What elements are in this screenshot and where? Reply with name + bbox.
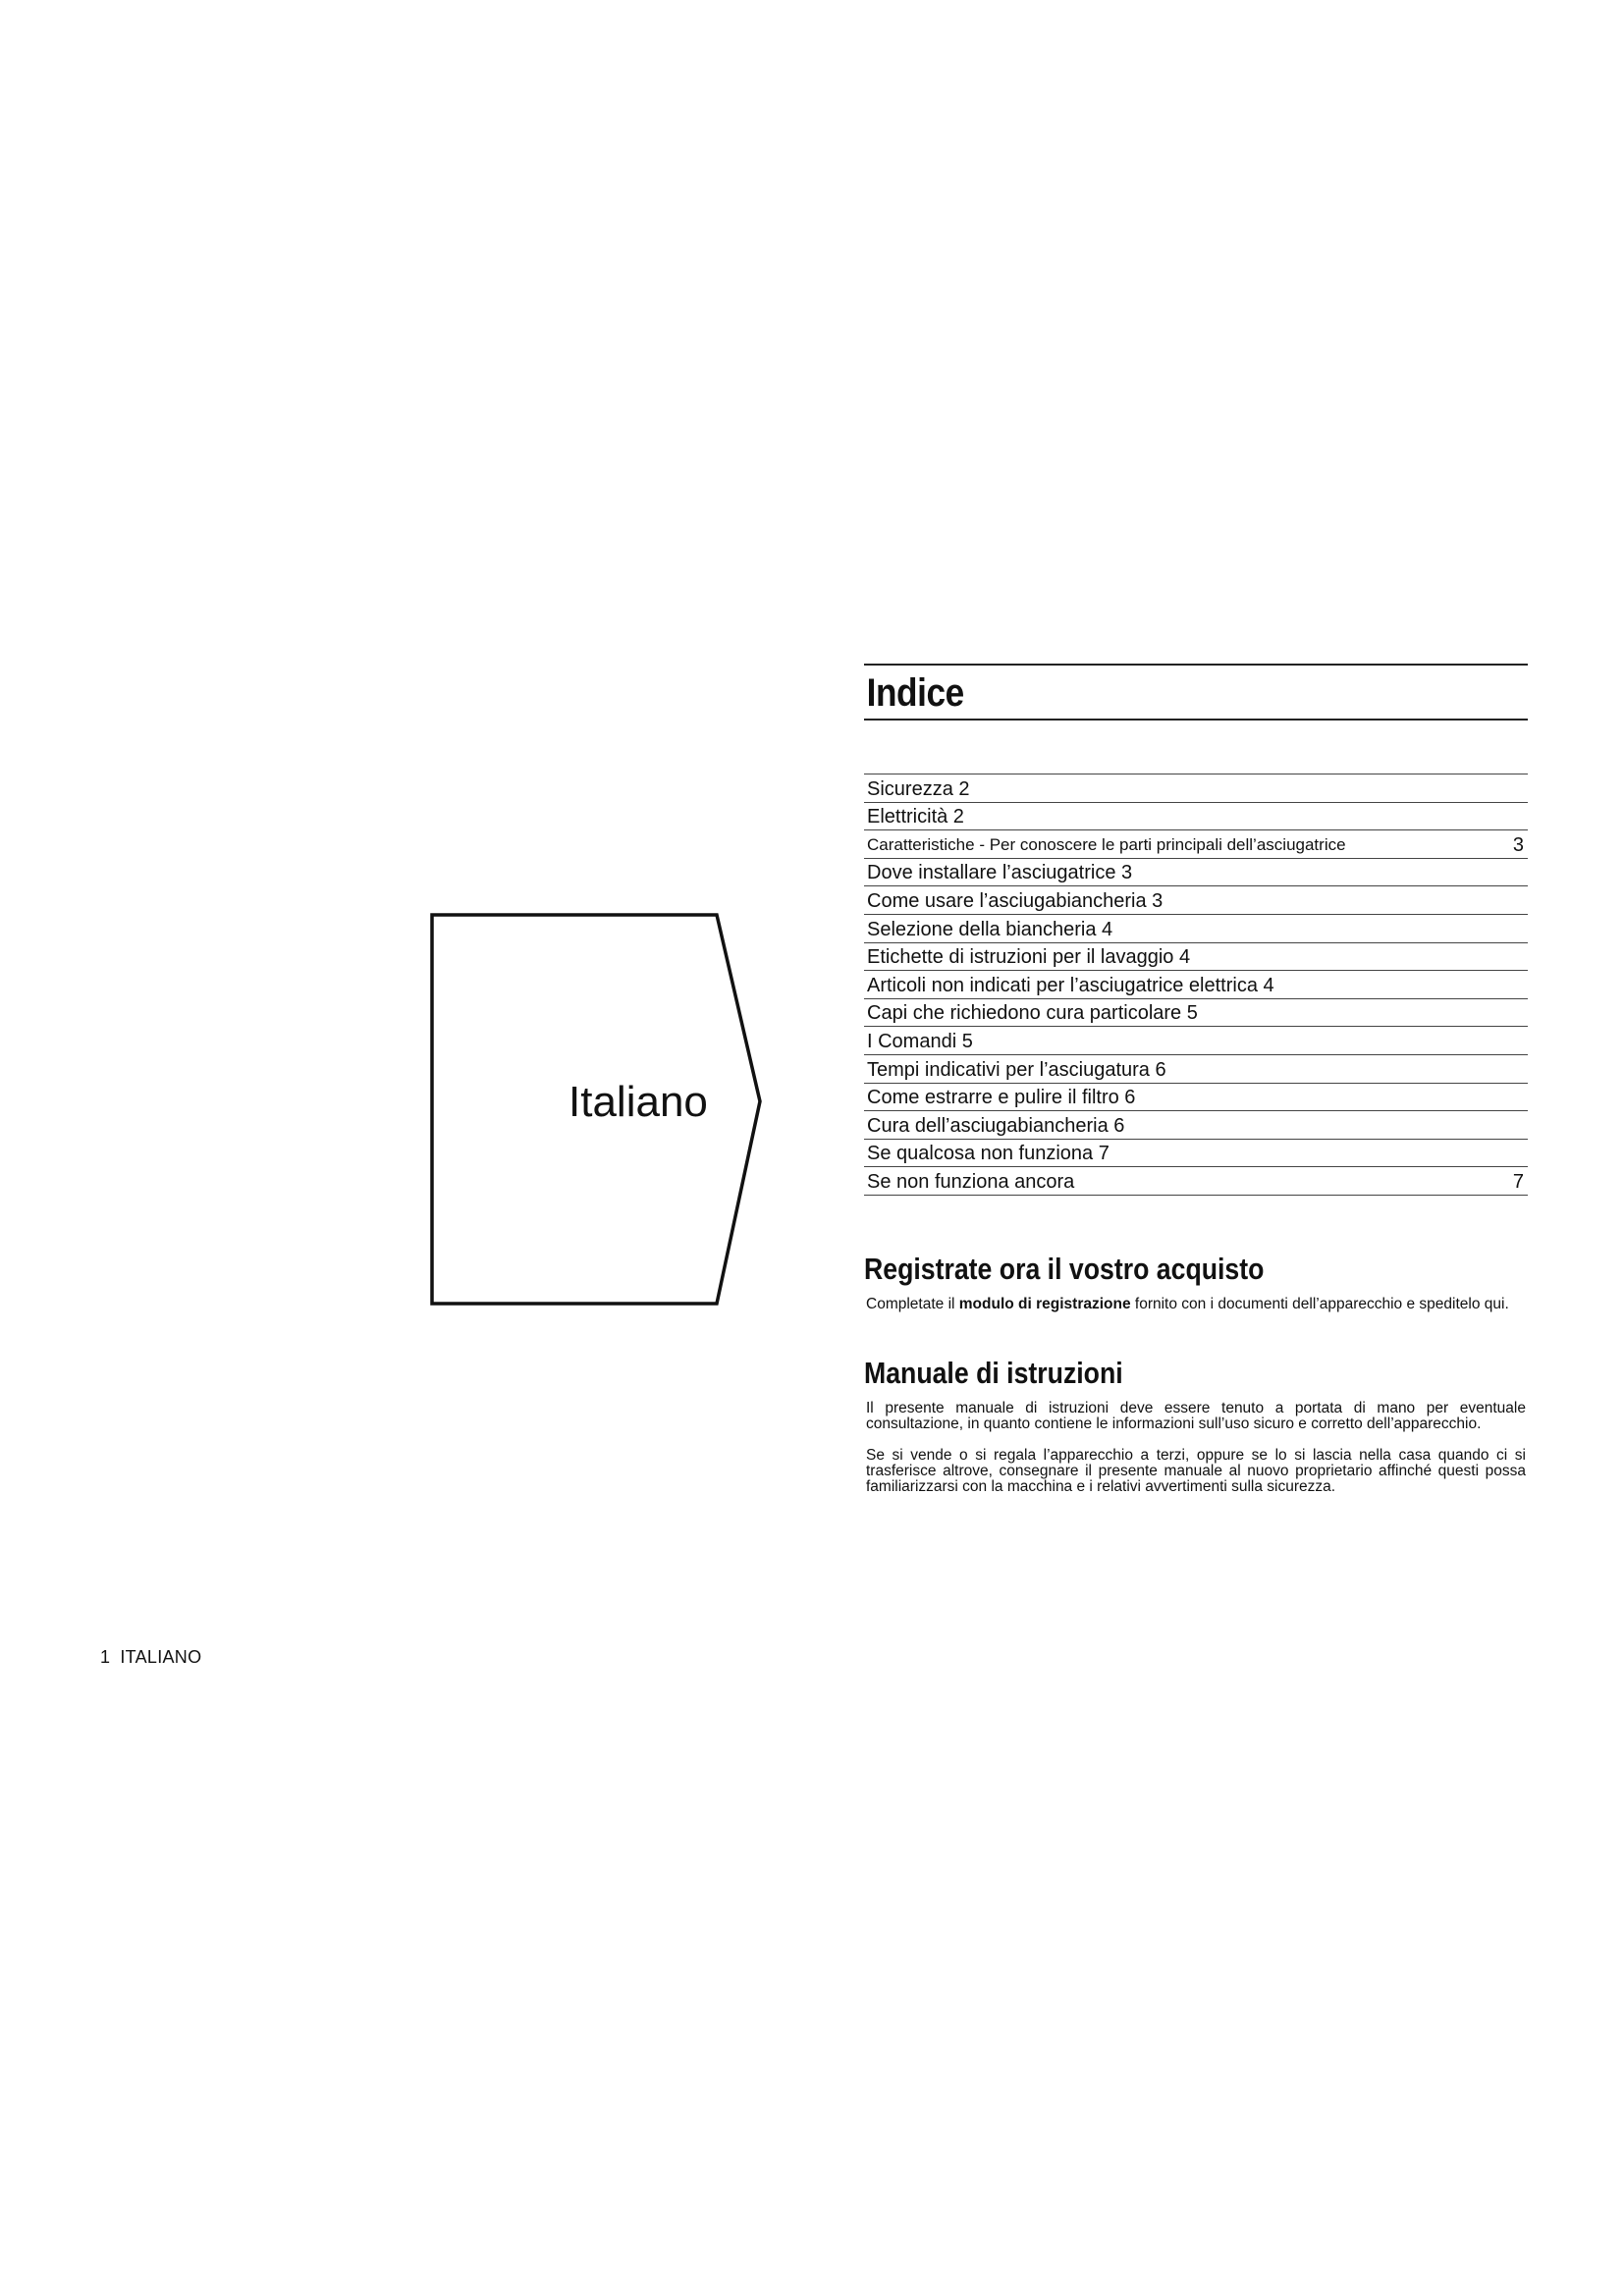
language-tab-marker: [430, 913, 764, 1306]
toc-entry-text: I Comandi 5: [867, 1030, 973, 1052]
table-of-contents: [864, 774, 1528, 1196]
toc-entry-text: Capi che richiedono cura particolare 5: [867, 1002, 1198, 1025]
toc-entry-text: Dove installare l’asciugatrice 3: [867, 862, 1133, 884]
tab-language-label: Italiano: [568, 1078, 708, 1126]
index-title-rule-bottom: [864, 719, 1528, 721]
toc-row: [864, 774, 1528, 803]
toc-entry-text: Articoli non indicati per l’asciugatrice elettrica 4: [867, 974, 1274, 996]
toc-entry-text: Caratteristiche - Per conoscere le parti principali dell’asciugatrice: [867, 834, 1346, 854]
footer-page-number: 1: [100, 1647, 111, 1667]
content-column: [864, 664, 1528, 1495]
registration-text-start: Completate il: [866, 1295, 959, 1312]
manual-paragraph-2: Se si vende o si regala l’apparecchio a terzi, oppure se lo si lascia nella casa quando ci si trasferisce altrove, consegnare il presente manuale al nuovo proprietario affinché questi possa familiarizzarsi con la macchina e i relativi avvertimenti sulla sicurezza.: [866, 1446, 1526, 1495]
toc-row: [864, 1027, 1528, 1055]
registration-text-end: fornito con i documenti dell’apparecchio e speditelo qui.: [1130, 1295, 1509, 1312]
toc-row: [864, 1111, 1528, 1140]
toc-entry-text: Se qualcosa non funziona 7: [867, 1143, 1110, 1165]
index-title: Indice: [866, 671, 964, 715]
page-footer: [100, 1647, 201, 1668]
registration-text: [864, 1297, 1528, 1312]
toc-entry-text: Come usare l’asciugabiancheria 3: [867, 889, 1164, 912]
toc-entry-text: Se non funziona ancora: [867, 1170, 1075, 1193]
registration-form-name: modulo di registrazione: [958, 1295, 1131, 1312]
toc-row: [864, 1140, 1528, 1168]
toc-row: [864, 886, 1528, 915]
toc-row: [864, 859, 1528, 887]
toc-row: [864, 1167, 1528, 1196]
toc-entry-text: Come estrarre e pulire il filtro 6: [867, 1087, 1136, 1109]
toc-row: [864, 971, 1528, 999]
footer-language: ITALIANO: [120, 1647, 202, 1667]
toc-entry-text: Etichette di istruzioni per il lavaggio 4: [867, 946, 1191, 969]
toc-entry-text: Sicurezza 2: [867, 777, 970, 800]
toc-entry-text: Selezione della biancheria 4: [867, 918, 1113, 940]
toc-entry-page: 3: [1512, 833, 1524, 856]
toc-entry-page: 7: [1512, 1170, 1524, 1193]
manual-title: Manuale di istruzioni: [864, 1355, 1123, 1390]
registration-title: Registrate ora il vostro acquisto: [864, 1251, 1265, 1286]
toc-row: [864, 803, 1528, 831]
toc-row: [864, 1055, 1528, 1084]
toc-entry-text: Elettricità 2: [867, 806, 964, 828]
toc-entry-text: Tempi indicativi per l’asciugatura 6: [867, 1058, 1166, 1081]
toc-row: [864, 830, 1528, 859]
toc-row: [864, 943, 1528, 972]
toc-row: [864, 1084, 1528, 1112]
toc-entry-text: Cura dell’asciugabiancheria 6: [867, 1114, 1125, 1137]
toc-row: [864, 999, 1528, 1028]
toc-row: [864, 915, 1528, 943]
manual-paragraph-1: Il presente manuale di istruzioni deve essere tenuto a portata di mano per eventuale consultazione, in quanto contiene le informazioni sull’uso sicuro e corretto dell’apparecchio.: [866, 1399, 1526, 1432]
